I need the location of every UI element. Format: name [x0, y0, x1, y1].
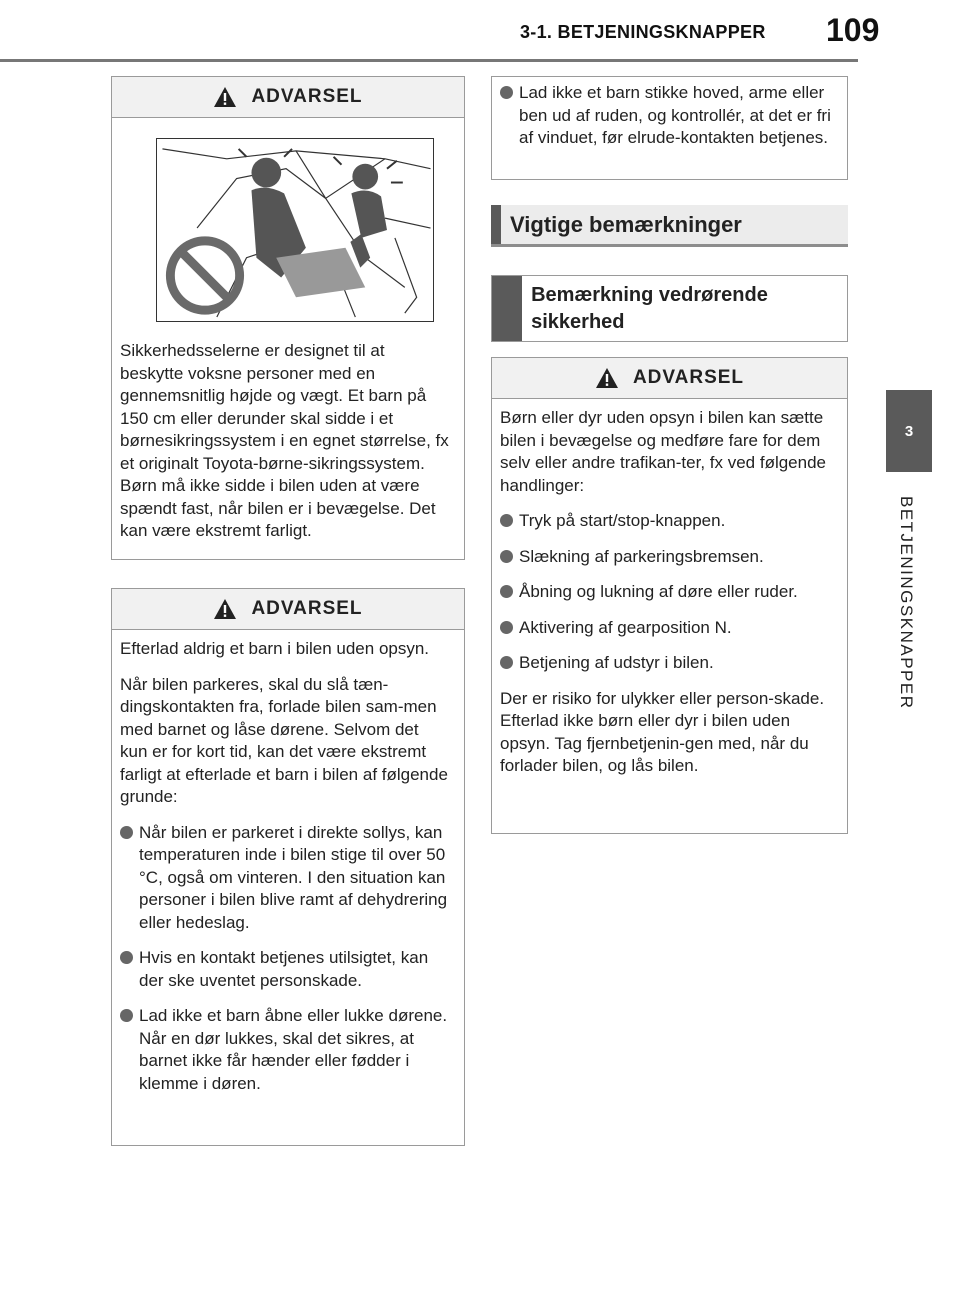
bullet-text: Lad ikke et barn åbne eller lukke dørene. Når en dør lukkes, skal det sikres, at barnet ikke får hænder eller fødder i klemme i døren. — [139, 1006, 448, 1093]
bullet-item — [500, 82, 833, 150]
warning-triangle-icon — [213, 598, 237, 620]
bullet-item — [500, 581, 833, 604]
bullet-dot-icon — [500, 86, 513, 99]
page-number: 109 — [826, 12, 880, 48]
subsection-title: Bemærkning vedrørende sikkerhed — [531, 284, 768, 333]
illustration — [156, 138, 434, 322]
bullet-text: Betjening af udstyr i bilen. — [519, 653, 714, 672]
bullet-dot-icon — [500, 550, 513, 563]
bullet-item — [120, 1005, 450, 1095]
warning-body — [492, 399, 847, 790]
section-title: Vigtige bemærkninger — [510, 211, 742, 237]
warning-body — [112, 118, 464, 555]
bullet-dot-icon — [120, 951, 133, 964]
warning-header — [112, 77, 464, 118]
warning-triangle-icon — [595, 367, 619, 389]
warning-header — [112, 589, 464, 630]
warning-body — [112, 630, 464, 1107]
warning-title: ADVARSEL — [632, 367, 745, 388]
warning-title: ADVARSEL — [251, 86, 363, 107]
paragraph: Der er risiko for ulykker eller person-skade. Efterlad ikke børn eller dyr i bilen uden opsyn. Tag fjernbetjenin-gen med, når du forlader bilen, og lås bilen. — [500, 688, 825, 775]
bullet-text: Når bilen er parkeret i direkte sollys, kan temperaturen inde i bilen stige til over 50 °C, også om vinteren. I den situation kan personer i bilen blive ramt af dehydrering eller hedeslag. — [139, 822, 448, 932]
warning-box-continued — [491, 76, 848, 180]
bullet-text: Slækning af parkeringsbremsen. — [519, 546, 764, 566]
subsection-heading — [491, 275, 848, 342]
warning-box-unattended-child — [111, 588, 465, 1146]
chapter-label: BETJENINGSKNAPPER — [897, 496, 916, 710]
paragraph: Efterlad aldrig et barn i bilen uden opsyn. — [120, 639, 430, 658]
bullet-dot-icon — [120, 1009, 133, 1022]
bullet-dot-icon — [500, 514, 513, 527]
header-title: 3-1. BETJENINGSKNAPPER — [520, 22, 766, 42]
bullet-dot-icon — [500, 585, 513, 598]
bullet-item — [500, 546, 833, 569]
bullet-text: Lad ikke et barn stikke hoved, arme eller ben ud af ruden, og kontrollér, at det er fri af vinduet, før elrude-kontakten betjenes. — [519, 83, 831, 147]
bullet-text: Åbning og lukning af døre eller ruder. — [519, 582, 798, 601]
prohibition-icon — [170, 241, 239, 310]
warning-text: Sikkerhedsselerne er designet til at beskytte voksne personer med en gennemsnitlig højde og vægt. Et barn på 150 cm eller derunder skal sidde i et børnesikringssystem i en egnet størrelse, fx et originalt Toyota-børne-sikringssystem. Børn må ikke sidde i bilen uden at være spændt fast, når bilen er i bevægelse. Det kan være ekstremt farligt. — [120, 341, 449, 540]
bullet-dot-icon — [500, 621, 513, 634]
bullet-text: Tryk på start/stop-knappen. — [519, 511, 726, 530]
warning-box-seatbelt — [111, 76, 465, 560]
chapter-tab[interactable]: 3 — [886, 390, 932, 472]
child-in-car-illustration — [157, 139, 433, 321]
bullet-item — [500, 510, 833, 533]
paragraph: Når bilen parkeres, skal du slå tæn-dingskontakten fra, forlade bilen sam-men med barnet og låse dørene. Selvom det kun er for kort tid, kan det være ekstremt farligt at efterlade et barn i bilen af følgende grunde: — [120, 674, 448, 806]
warning-box-unattended-children-pets — [491, 357, 848, 834]
warning-header — [492, 358, 847, 399]
section-heading — [491, 205, 848, 247]
bullet-text: Aktivering af gearposition N. — [519, 617, 732, 637]
bullet-item — [500, 652, 833, 675]
bullet-dot-icon — [120, 826, 133, 839]
header-rule — [0, 59, 858, 62]
section-bar — [491, 205, 501, 244]
bullet-item — [500, 617, 833, 640]
bullet-item — [120, 947, 450, 992]
warning-title: ADVARSEL — [251, 598, 363, 619]
warning-triangle-icon — [213, 86, 237, 108]
bullet-dot-icon — [500, 656, 513, 669]
bullet-text: Hvis en kontakt betjenes utilsigtet, kan der ske uventet personskade. — [139, 948, 429, 990]
bullet-item — [120, 822, 450, 935]
warning-body — [492, 77, 847, 162]
paragraph: Børn eller dyr uden opsyn i bilen kan sætte bilen i bevægelse og medføre fare for dem selv eller andre trafikan-ter, fx ved følgende handlinger: — [500, 408, 826, 495]
subsection-bar — [492, 276, 522, 341]
